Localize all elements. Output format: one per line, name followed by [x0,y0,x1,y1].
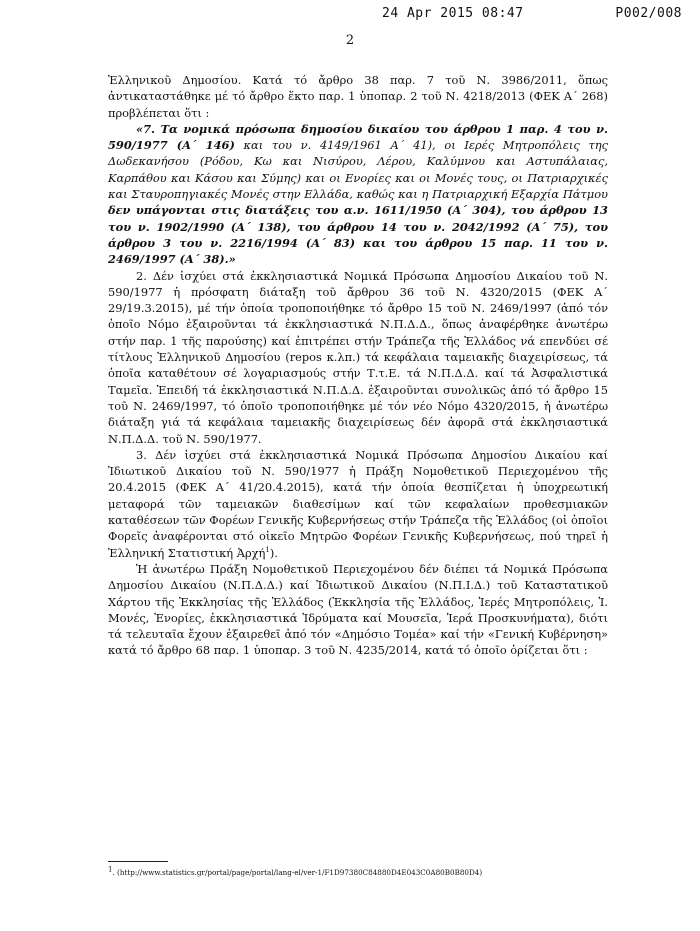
footnote-text: . (http://www.statistics.gr/portal/page/portal/lang-el/ver-1/F1D97380C84880D4E043C0A80B0B80D4) [112,868,483,877]
footnote-rule [108,861,168,862]
legal-quote-bold-end: δεν υπάγονται στις διατάξεις του α.ν. 1611/1950 (Α΄ 304), του άρθρου 13 του ν. 1902/1990 (Α΄ 138), του άρθρου 14 του ν. 2042/1992 (Α΄ 75), του άρθρου 3 του ν. 2216/1994 (Α΄ 83) και του άρθρου 15 παρ. 11 του ν. 2469/1997 (Α΄ 38).» [108,203,608,267]
page-number: 2 [345,33,355,48]
fax-timestamp: 24 Apr 2015 08:47 [382,6,524,21]
fax-header [382,6,682,21]
footnote-reference: 1 [265,545,270,554]
paragraph-3-text: 3. Δέν ἰσχύει στά ἐκκλησιαστικά Νομικά Πρόσωπα Δημοσίου Δικαίου καί Ἰδιωτικοῦ Δικαίου τοῦ Ν. 590/1977 ἡ Πράξη Νομοθετικοῦ Περιεχομένου τῆς 20.4.2015 (ΦΕΚ Α΄ 41/20.4.2015), κατά τήν ὁποία θεσπίζεται ἡ ὑποχρεωτική μεταφορά τῶν ταμειακῶν διαθεσίμων καί τῶν κεφαλαίων προθεσμιακῶν καταθέσεων τῶν Φορέων Γενικῆς Κυβερνήσεως στήν Τράπεζα τῆς Ἑλλάδος (οἱ ὁποῖοι Φορεῖς ἀναφέρονται στό οἰκεῖο Μητρῶο Φορέων Γενικῆς Κυβερνήσεως, πού τηρεῖ ἡ Ἑλληνική Στατιστική Ἀρχή [108,447,608,560]
footnote-marker: 1 [108,865,113,874]
paragraph-2: 2. Δέν ἰσχύει στά ἐκκλησιαστικά Νομικά Πρόσωπα Δημοσίου Δικαίου τοῦ Ν. 590/1977 ἡ πρόσφατη διάταξη τοῦ ἄρθρου 36 τοῦ Ν. 4320/2015 (ΦΕΚ Α΄ 29/19.3.2015), μέ τήν ὁποία τροποποιήθηκε τό ἄρθρο 15 τοῦ Ν. 2469/1997 (ἀπό τόν ὁποῖο Νόμο ἐξαιροῦνται τά ἐκκλησιαστικά Ν.Π.Δ.Δ., ὅπως ἀναφέρθηκε ἀνωτέρω στήν παρ. 1 τῆς παρούσης) καί ἐπιτρέπει στήν Τράπεζα τῆς Ἑλλάδος νά επενδύει σέ τίτλους Ἑλληνικοῦ Δημοσίου (repos κ.λπ.) τά κεφάλαια ταμειακῆς διαχειρίσεως, τά ὁποῖα καταθέτουν σέ λογαριασμούς στήν Τ.τ.Ε. τά Ν.Π.Δ.Δ. καί τά Ἀσφαλιστικά Ταμεῖα. Ἐπειδή τά ἐκκλησιαστικά Ν.Π.Δ.Δ. ἐξαιροῦνται συνολικῶς ἀπό τό ἄρθρο 15 τοῦ Ν. 2469/1997, τό ὁποῖο τροποποιήθηκε μέ τόν νέο Νόμο 4320/2015, ἡ ἀνωτέρω διάταξη γιά τά κεφάλαια ταμειακῆς διαχειρίσεως δέν ἀφορᾶ στά ἐκκλησιαστικά Ν.Π.Δ.Δ. τοῦ Ν. 590/1977. [108,268,608,446]
paragraph-3 [108,447,608,561]
fax-page-code: P002/008 [615,6,682,21]
footnote [108,865,628,878]
legal-quote [108,121,608,268]
paragraph-continuation: Ἑλληνικοῦ Δημοσίου. Κατά τό ἄρθρο 38 παρ. 7 τοῦ Ν. 3986/2011, ὅπως ἀντικαταστάθηκε μέ τό ἄρθρο ἕκτο παρ. 1 ὑποπαρ. 2 τοῦ Ν. 4218/2013 (ΦΕΚ Α΄ 268) προβλέπεται ὅτι : [108,73,608,120]
document-body [108,72,608,659]
paragraph-3-end: ). [269,545,278,560]
legal-quote-italic: και του ν. 4149/1961 Α΄ 41), οι Ιερές Μητροπόλεις της Δωδεκανήσου (Ρόδου, Κω και Νισύρου, Λέρου, Καλύμνου και Αστυπάλαιας, Καρπάθου και Κάσου και Σύμης) και οι Ενορίες και οι Μονές τους, οι Πατριαρχικές και Σταυροπηγιακές Μονές στην Ελλάδα, καθώς και η Πατριαρχική Εξαρχία Πάτμου [108,138,608,202]
legal-quote-bold-start: «7. Τα νομικά πρόσωπα δημοσίου δικαίου του άρθρου 1 παρ. 4 του ν. 590/1977 (Α΄ 146) [108,121,608,153]
paragraph-4: Ἡ ἀνωτέρω Πράξη Νομοθετικοῦ Περιεχομένου δέν διέπει τά Νομικά Πρόσωπα Δημοσίου Δικαίου (Ν.Π.Δ.Δ.) καί Ἰδιωτικοῦ Δικαίου (Ν.Π.Ι.Δ.) τοῦ Καταστατικοῦ Χάρτου τῆς Ἐκκλησίας τῆς Ἑλλάδος (Ἐκκλησία τῆς Ἑλλάδος, Ἱερές Μητροπόλεις, Ἱ. Μονές, Ἐνορίες, ἐκκλησιαστικά Ἱδρύματα καί Μουσεῖα, Ἱερά Προσκυνήματα), διότι τά τελευταῖα ἔχουν ἐξαιρεθεῖ ἀπό τόν «Δημόσιο Τομέα» καί τήν «Γενική Κυβέρνηση» κατά τό ἄρθρο 68 παρ. 1 ὑποπαρ. 3 τοῦ Ν. 4235/2014, κατά τό ὁποῖο ὁρίζεται ὅτι : [108,561,608,658]
